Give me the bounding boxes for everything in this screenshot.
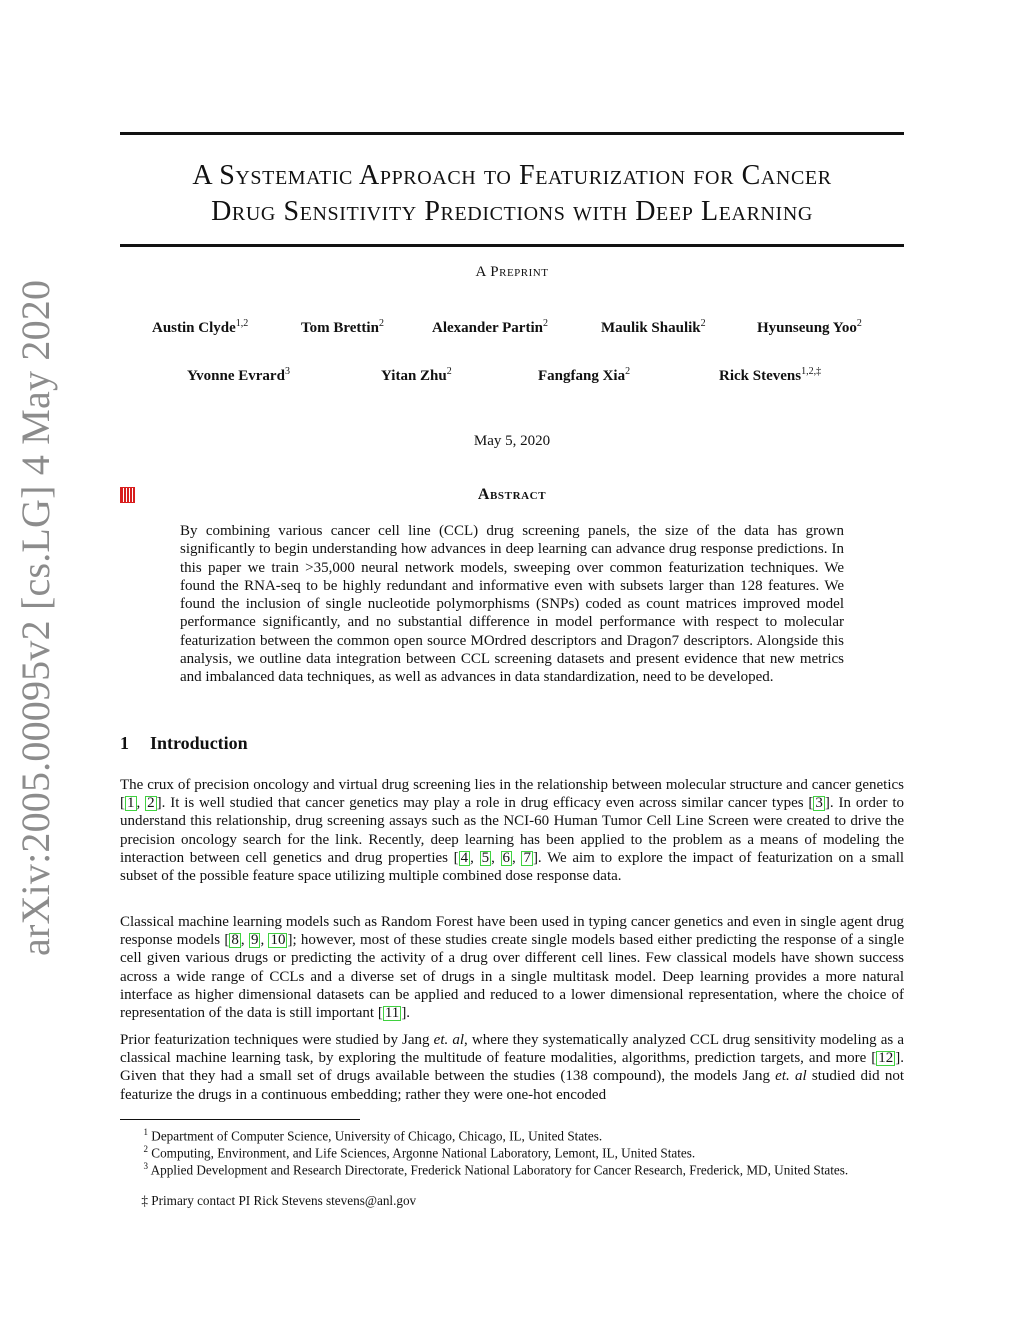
intro-paragraph-2: Classical machine learning models such as Random Forest have been used in typing cancer genetics and even in single agent drug response models [ 8 , 9 , 10 ]; however, most of these studies create single models based either predicting the response of a single cell given various drugs or predicting the activity of a drug over different cell lines. Few classical models have shown success across a wide range of CCLs and a diverse set of drugs in a single multitask model. Deep learning provides a more natural interface as higher dimensional datasets can be applied and reduced to a lower dimensional representation, where the choice of representation of the data is still important [ 11 ].	[120, 914, 905, 1022]
paper-title	[120, 158, 904, 230]
intro-paragraph-1: The crux of precision oncology and virtual drug screening lies in the relationship between molecular structure and cancer genetics [ 1 , 2 ]. It is well studied that cancer genetics may play a role in drug efficacy even across similar cancer types [ 3 ]. In order to understand this relationship, drug screening assays such as the NCI-60 Human Tumor Cell Line Screen were created to drive the precision oncology search for the link. Recently, deep learning has been applied to the problem as a means of modeling the interaction between cell genetics and drug properties [ 4 , 5 , 6 , 7 ]. We aim to explore the impact of featurization on a small subset of the possible feature space utilizing multiple combined dose response data.	[120, 777, 905, 885]
author-partin: Alexander Partin$^2$	[432, 318, 548, 336]
citation-link[interactable]: 8	[231, 932, 239, 949]
footnote-2: $^2$ Computing, Environment, and Life Sciences, Argonne National Laboratory, Lemont, IL, United States.	[143, 1144, 696, 1161]
author-stevens: Rick Stevens$^{1,2,\ddagger}$	[719, 366, 822, 384]
citation-link[interactable]: 3	[815, 795, 823, 812]
footnote-contact: ‡ Primary contact PI Rick Stevens stevens@anl.gov	[141, 1193, 417, 1208]
footnote-3: $^3$ Applied Development and Research Directorate, Frederick National Laboratory for Cancer Research, Frederick, MD, United States.	[143, 1161, 849, 1178]
citation-link[interactable]: 4	[460, 849, 469, 866]
citation-link[interactable]: 2	[147, 795, 155, 812]
author-evrard: Yvonne Evrard$^3$	[187, 366, 290, 384]
title-top-rule	[120, 132, 904, 135]
title-line-1: A Systematic Approach to Featurization for Cancer	[192, 160, 832, 191]
author-zhu: Yitan Zhu$^2$	[381, 366, 452, 384]
author-shaulik: Maulik Shaulik$^2$	[601, 318, 706, 336]
publication-date: May 5, 2020	[473, 433, 551, 449]
citation-link[interactable]: 1	[127, 795, 135, 812]
citation-link[interactable]: 10	[270, 932, 286, 949]
author-clyde: Austin Clyde$^{1,2}$	[152, 318, 249, 336]
section-heading-introduction: 1 Introduction	[120, 733, 248, 753]
footnote-1: $^1$ Department of Computer Science, University of Chicago, Chicago, IL, United States.	[143, 1127, 603, 1144]
title-line-2: Drug Sensitivity Predictions with Deep Learning	[211, 196, 813, 227]
abstract-text: By combining various cancer cell line (CCL) drug screening panels, the size of the data has grown significantly to begin understanding how advances in deep learning can advance drug response predictions. In this paper we train >35,000 neural network models, sweeping over common featurization techniques. We found the RNA-seq to be highly redundant and informative even with subsets larger than 128 features. We found the inclusion of single nucleotide polymorphisms (SNPs) coded as count matrices improved model performance significantly, and no substantial difference in model performance with respect to molecular featurization between the common open source MOrdred descriptors and Dragon7 descriptors. Alongside this analysis, we outline data integration between CCL screening datasets and present evidence that new metrics and imbalanced data techniques, as well as advances in data standardization, need to be developed.	[180, 523, 844, 686]
author-yoo: Hyunseung Yoo$^2$	[757, 318, 862, 336]
citation-link[interactable]: 6	[502, 849, 511, 866]
preprint-label: A Preprint	[475, 264, 549, 280]
title-bottom-rule	[120, 244, 904, 247]
footnote-rule	[120, 1119, 360, 1120]
citation-link[interactable]: 11	[384, 1005, 400, 1022]
abstract-heading: Abstract	[477, 486, 547, 503]
citation-link[interactable]: 12	[878, 1050, 894, 1067]
arxiv-identifier: arXiv:2005.00095v2 [cs.LG] 4 May 2020	[13, 279, 58, 956]
author-xia: Fangfang Xia$^2$	[538, 366, 631, 384]
author-brettin: Tom Brettin$^2$	[301, 318, 384, 336]
citation-link[interactable]: 7	[523, 849, 531, 866]
intro-paragraph-3: Prior featurization techniques were studied by Jang et. al, where they systematically analyzed CCL drug sensitivity modeling as a classical machine learning task, by exploring the multitude of feature modalities, algorithms, prediction targets, and more [ 12 ]. Given that they had a small set of drugs available between the studies (138 compound), the models Jang et. al studied did not featurize the drugs in a continuous embedding; rather they were one-hot encoded	[120, 1032, 905, 1103]
citation-link[interactable]: 5	[481, 849, 490, 866]
citation-link[interactable]: 9	[250, 932, 259, 949]
